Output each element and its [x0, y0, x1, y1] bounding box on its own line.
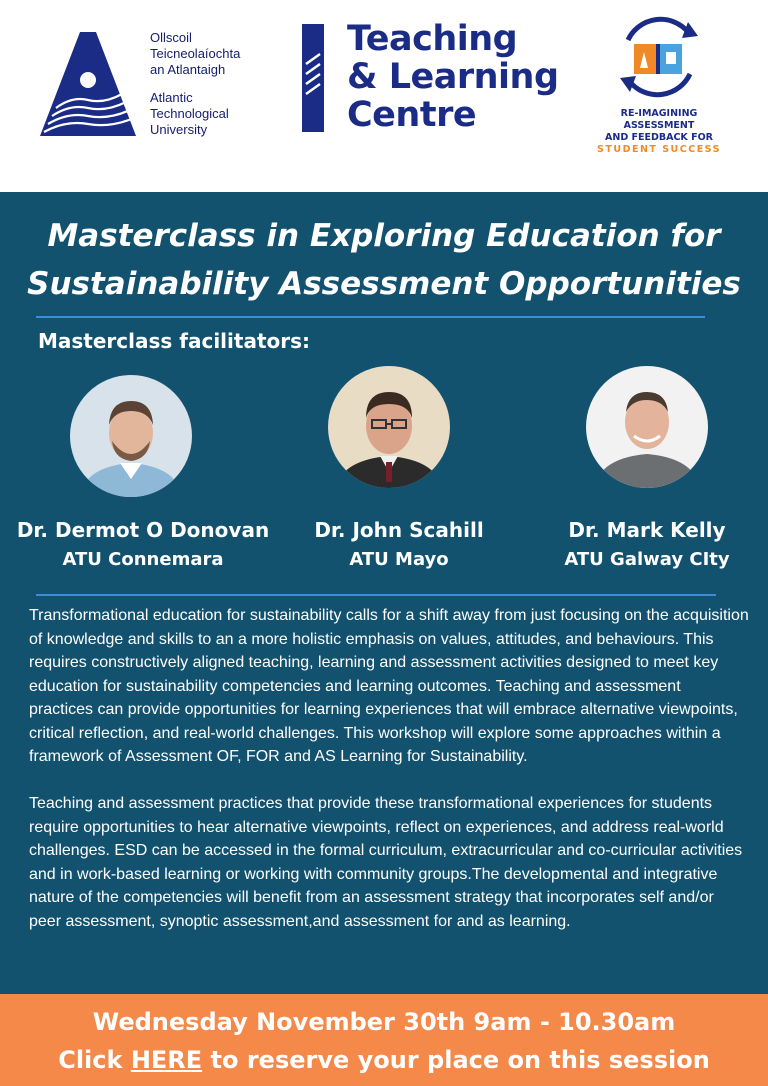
tlc-line: Centre — [347, 95, 477, 135]
recycle-books-icon — [608, 10, 708, 106]
event-date: Wednesday November 30th 9am - 10.30am — [92, 1008, 676, 1036]
footer-banner — [0, 994, 768, 1086]
facilitator-location: ATU Mayo — [349, 549, 449, 570]
atu-line: University — [150, 122, 208, 137]
atu-logo-icon — [38, 30, 138, 138]
reserve-link[interactable]: HERE — [130, 1046, 203, 1074]
reimagining-line: STUDENT SUCCESS — [597, 144, 721, 155]
atu-wordmark — [150, 30, 240, 138]
facilitator-name: Dr. Dermot O Donovan — [16, 518, 270, 542]
facilitator-photo — [70, 375, 192, 497]
atu-line: an Atlantaigh — [150, 62, 226, 77]
reimagining-wordmark — [586, 108, 732, 156]
atu-line: Technological — [150, 106, 229, 121]
facilitators-heading: Masterclass facilitators: — [38, 329, 311, 353]
tlc-line: Teaching — [347, 19, 518, 59]
divider — [36, 594, 716, 596]
cta-text: to reserve your place on this session — [202, 1046, 710, 1074]
header — [0, 0, 768, 192]
tlc-line: & Learning — [347, 57, 559, 97]
facilitator-location: ATU Galway CIty — [564, 549, 730, 570]
description-paragraph: Transformational education for sustainability calls for a shift away from just focusing on the acquisition of knowledge and skills to an a more holistic emphasis on values, attitudes, and behaviours. This requires constructively aligned teaching, learning and assessment activities designed to meet key education for sustainability competencies and learning outcomes. Teaching and assessment practices can provide opportunities for learning experiences that will embrace alternative viewpoints, critical reflection, and real-world challenges. This workshop will explore some approaches within a framework of Assessment OF, FOR and AS Learning for Sustainability. — [29, 607, 749, 765]
description — [29, 604, 749, 933]
atu-line: Ollscoil — [150, 30, 192, 45]
main-panel — [0, 192, 768, 994]
facilitator-photo — [586, 366, 708, 488]
reserve-cta — [0, 1044, 768, 1076]
title-line: Masterclass in Exploring Education for — [47, 218, 721, 254]
tlc-bar-icon — [302, 24, 324, 132]
atu-line: Atlantic — [150, 90, 193, 105]
person-icon — [586, 366, 708, 488]
facilitator-location: ATU Connemara — [62, 549, 224, 570]
cta-text: Click — [58, 1046, 131, 1074]
divider — [36, 316, 705, 318]
facilitator-name: Dr. Mark Kelly — [568, 518, 726, 542]
title-line: Sustainability Assessment Opportunities — [27, 266, 741, 302]
reimagining-line: AND FEEDBACK FOR — [605, 132, 713, 143]
person-icon — [70, 375, 192, 497]
facilitator-name: Dr. John Scahill — [314, 518, 484, 542]
page-title — [0, 212, 768, 308]
facilitator-photo — [328, 366, 450, 488]
description-paragraph: Teaching and assessment practices that provide these transformational experiences for students require opportunities to hear alternative viewpoints, reflect on experiences, and address real-world challenges. ESD can be accessed in the formal curriculum, extracurricular and co-curricular activities and in work-based learning or working with community groups.The developmental and integrative nature of the competencies will benefit from an assessment strategy that incorporates self and/or peer assessment, synoptic assessment,and assessment for and as learning. — [29, 795, 743, 930]
person-icon — [328, 366, 450, 488]
atu-line: Teicneolaíochta — [150, 46, 241, 61]
reimagining-line: RE-IMAGINING ASSESSMENT — [620, 108, 698, 131]
tlc-wordmark — [347, 20, 559, 134]
